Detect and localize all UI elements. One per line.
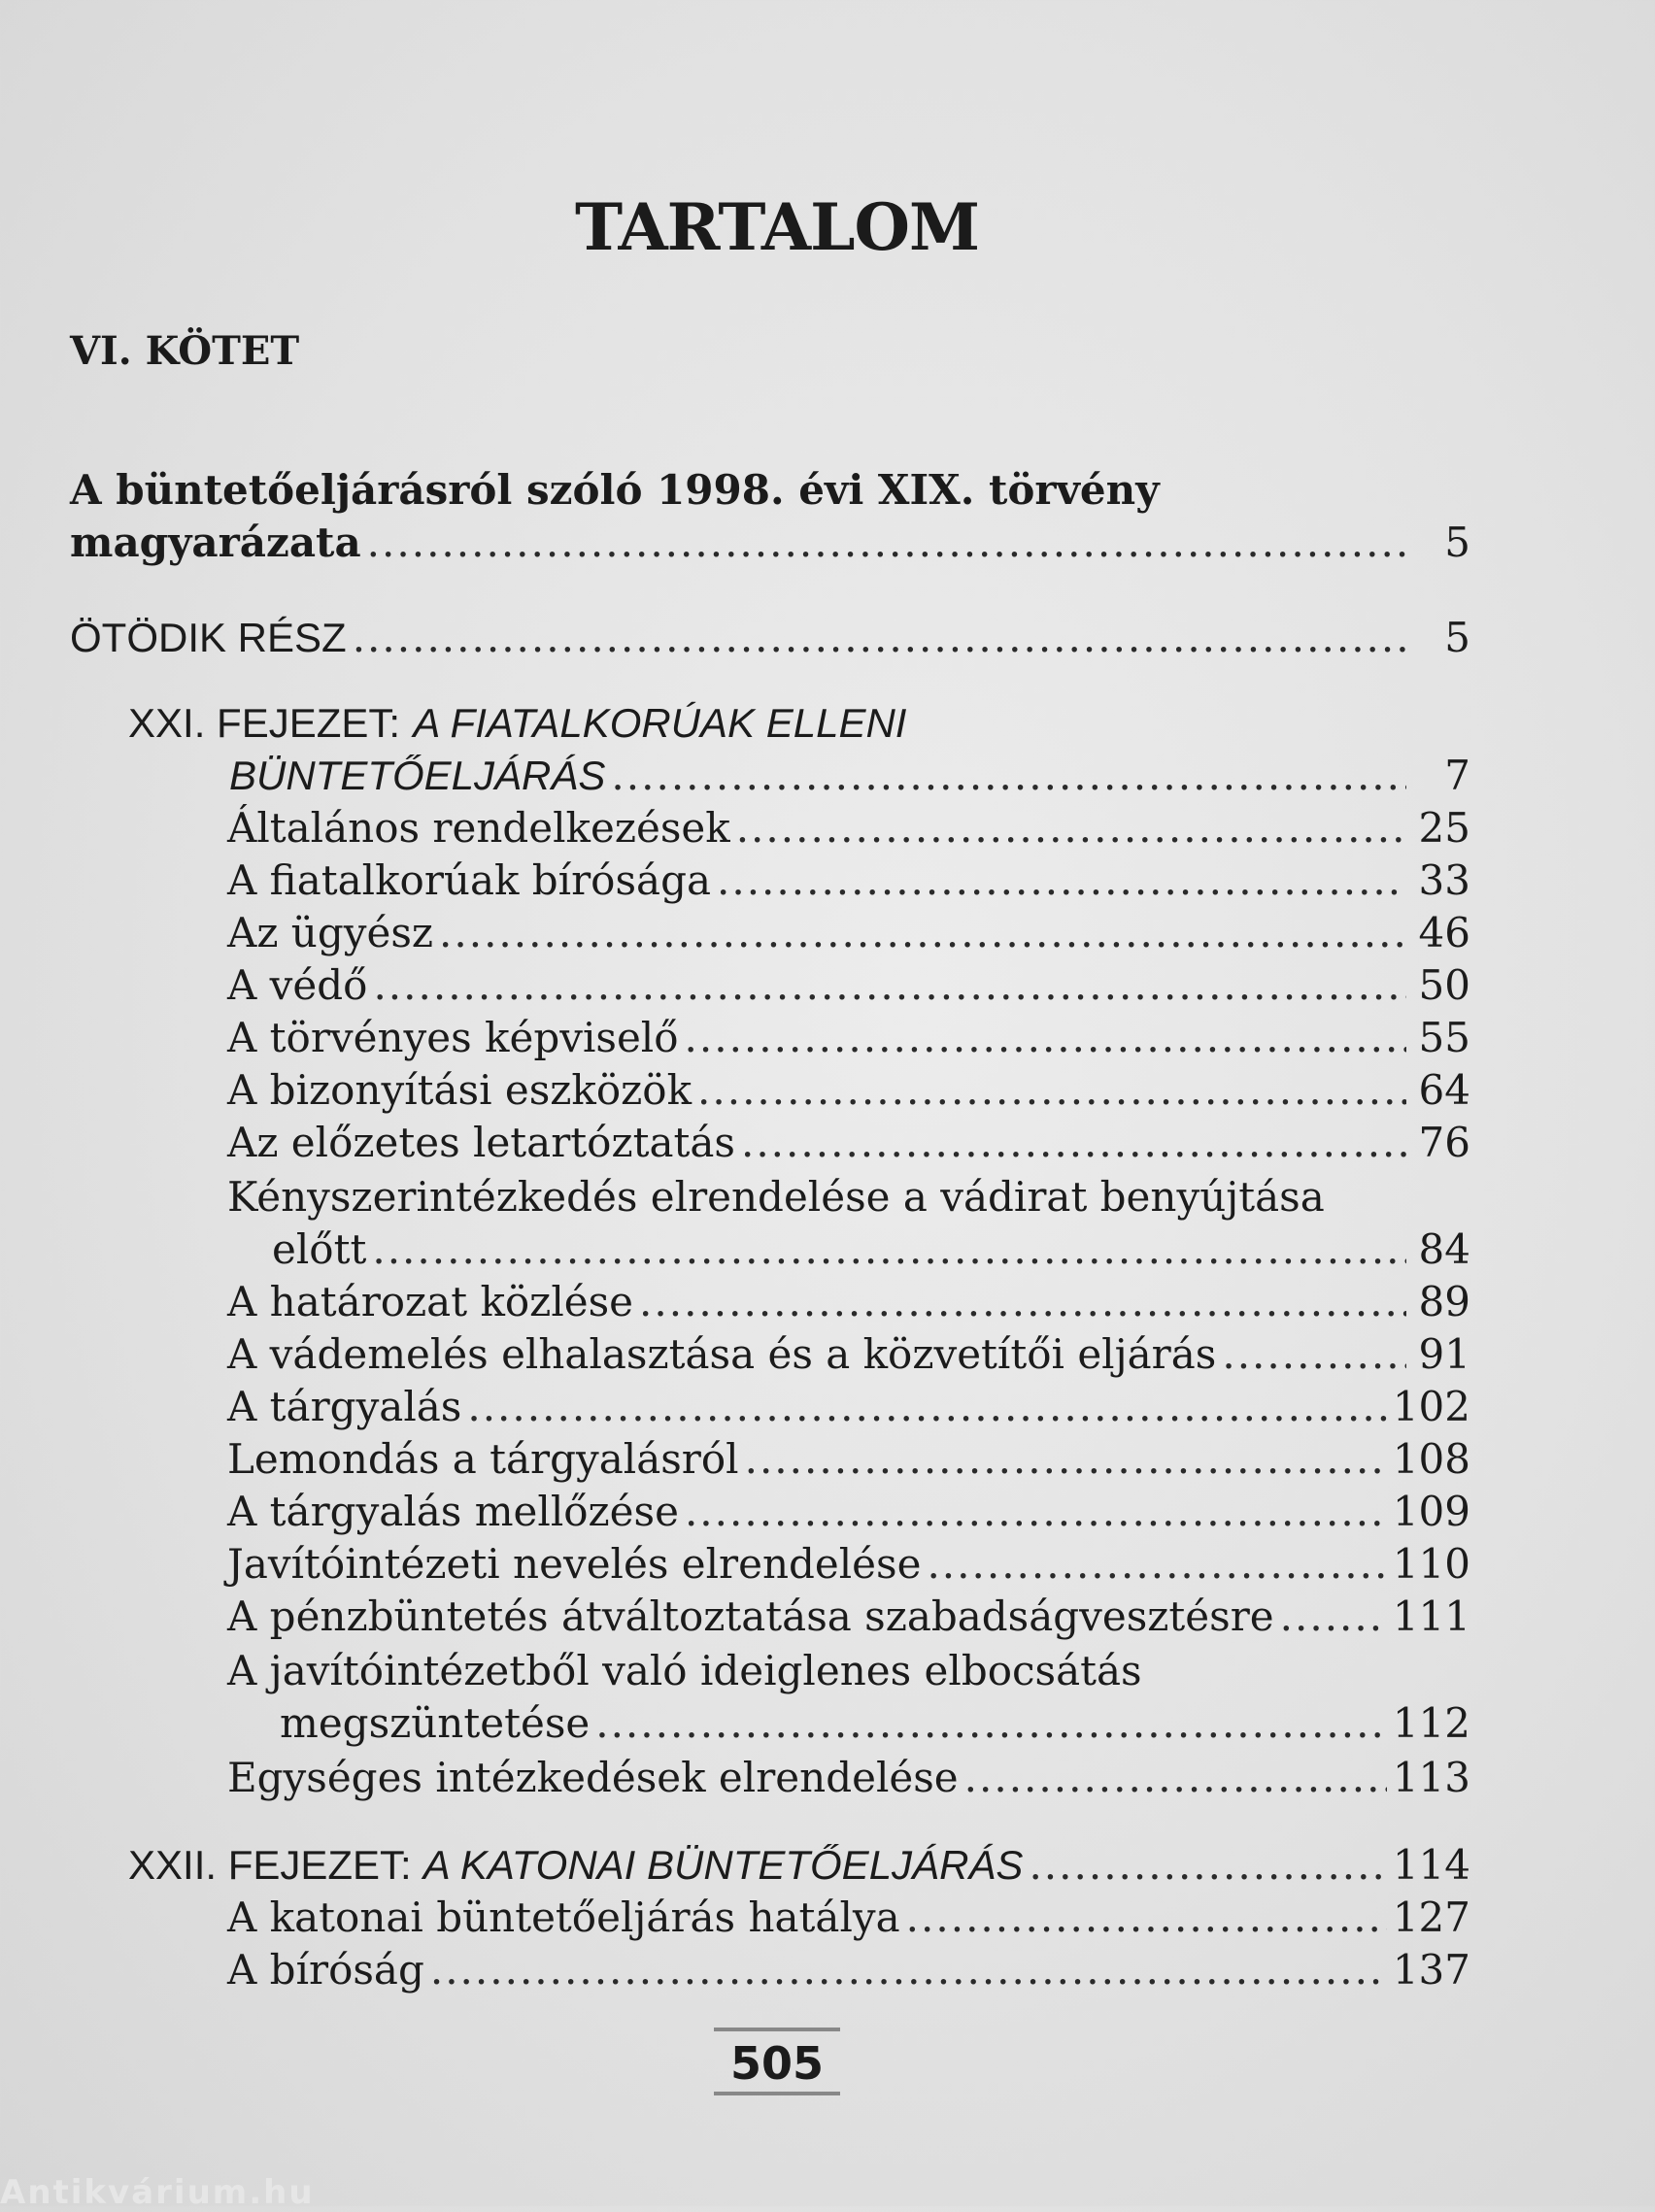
toc-page-number: 46 (1418, 909, 1470, 956)
toc-page-number: 91 (1418, 1330, 1470, 1378)
page-number: 505 (714, 2028, 840, 2095)
dot-leader (964, 1752, 1387, 1804)
toc-entry-label: ÖTÖDIK RÉSZ (70, 615, 347, 660)
toc-entry[interactable] (227, 1433, 1470, 1486)
toc-page-number: 33 (1418, 856, 1470, 904)
chapter-prefix: XXII. FEJEZET: (128, 1842, 412, 1888)
toc-entry-label-line2: megszüntetése (280, 1699, 591, 1747)
dot-leader (439, 907, 1406, 959)
show-through-text (1030, 10, 1040, 50)
toc-entry-label: A tárgyalás (227, 1383, 462, 1430)
dot-leader (927, 1538, 1386, 1591)
toc-entry[interactable] (227, 1892, 1470, 1944)
toc-entry-label: A törvényes képviselő (227, 1014, 679, 1061)
toc-entry-part[interactable] (70, 612, 1470, 664)
toc-entry-label: A határozat közlése (227, 1278, 634, 1325)
toc-entry[interactable] (227, 1381, 1470, 1433)
toc-entry[interactable] (227, 1944, 1470, 1996)
dot-leader (373, 959, 1406, 1012)
dot-leader (745, 1433, 1387, 1486)
toc-entry[interactable] (227, 1012, 1470, 1064)
toc-page-number: 76 (1418, 1119, 1470, 1166)
chapter-title: A KATONAI BÜNTETŐELJÁRÁS (422, 1842, 1024, 1888)
toc-entry[interactable] (227, 1117, 1470, 1169)
toc-entry-label: A katonai büntetőeljárás hatálya (227, 1894, 900, 1941)
toc-entry[interactable] (227, 959, 1470, 1012)
dot-leader (595, 1697, 1387, 1750)
toc-page-number: 84 (1418, 1225, 1470, 1273)
toc-entry[interactable] (227, 1591, 1470, 1643)
dot-leader (906, 1892, 1387, 1944)
toc-entry-label: A fiatalkorúak bírósága (227, 856, 711, 904)
toc-entry[interactable] (227, 1064, 1470, 1117)
toc-page-number: 111 (1392, 1592, 1470, 1640)
dot-leader (741, 1117, 1406, 1169)
toc-page-number: 50 (1418, 961, 1470, 1009)
toc-entry-label: A védő (227, 961, 368, 1009)
toc-entry-chapter-xxii[interactable] (128, 1839, 1470, 1892)
toc-entry[interactable] (227, 855, 1470, 907)
toc-page-number: 7 (1444, 752, 1470, 799)
toc-entry-label-line2: magyarázata (70, 519, 361, 566)
toc-page-number: 114 (1392, 1841, 1470, 1889)
toc-entry[interactable] (227, 802, 1470, 855)
dot-leader (685, 1486, 1387, 1538)
chapter-title-line2: BÜNTETŐELJÁRÁS (229, 753, 606, 798)
toc-entry-label-line1: Kényszerintézkedés elrendelése a vádirat benyújtása (227, 1173, 1325, 1221)
toc-page-number: 102 (1392, 1383, 1470, 1430)
toc-entry[interactable] (227, 1171, 1470, 1276)
dot-leader (639, 1276, 1406, 1328)
toc-page-number: 5 (1444, 519, 1470, 566)
dot-leader (1029, 1839, 1386, 1892)
dot-leader (697, 1064, 1406, 1117)
dot-leader (430, 1944, 1387, 1996)
volume-heading: VI. KÖTET (70, 328, 300, 374)
toc-page-number: 127 (1392, 1894, 1470, 1941)
toc-page-number: 55 (1418, 1014, 1470, 1061)
dot-leader (367, 517, 1406, 569)
dot-leader (1222, 1328, 1406, 1381)
dot-leader (685, 1012, 1406, 1064)
toc-entry-chapter-xxi[interactable] (128, 697, 1470, 802)
dot-leader (353, 612, 1406, 664)
toc-entry-label: A pénzbüntetés átváltoztatása szabadságvesztésre (227, 1592, 1274, 1640)
toc-entry[interactable] (227, 1276, 1470, 1328)
toc-entry-label: Az ügyész (227, 909, 434, 956)
toc-entry-label: Az előzetes letartóztatás (227, 1119, 735, 1166)
toc-entry-label: Javítóintézeti nevelés elrendelése (227, 1540, 922, 1588)
toc-page-number: 25 (1418, 804, 1470, 852)
toc-entry-label: A bizonyítási eszközök (227, 1066, 692, 1114)
toc-page-number: 5 (1444, 614, 1470, 661)
toc-entry-label: Lemondás a tárgyalásról (227, 1435, 739, 1483)
chapter-prefix: XXI. FEJEZET: (128, 700, 401, 746)
toc-entry[interactable] (227, 907, 1470, 959)
dot-leader (372, 1223, 1406, 1276)
toc-page-number: 109 (1392, 1488, 1470, 1535)
toc-page-number: 113 (1392, 1754, 1470, 1801)
toc-page-number: 110 (1392, 1540, 1470, 1588)
toc-entry-label-line1: A javítóintézetből való ideiglenes elbocsátás (227, 1647, 1142, 1694)
toc-page-number: 89 (1418, 1278, 1470, 1325)
dot-leader (1280, 1591, 1387, 1643)
toc-page-number: 64 (1418, 1066, 1470, 1114)
toc-entry[interactable] (227, 1328, 1470, 1381)
toc-entry-label: Általános rendelkezések (227, 804, 730, 852)
toc-entry[interactable] (227, 1752, 1470, 1804)
chapter-title-line1: A FIATALKORÚAK ELLENI (413, 700, 907, 746)
dot-leader (736, 802, 1406, 855)
toc-entry-label-line2: előtt (272, 1225, 367, 1273)
dot-leader (467, 1381, 1386, 1433)
toc-page-number: 108 (1392, 1435, 1470, 1483)
toc-page-number: 112 (1392, 1699, 1470, 1747)
toc-entry-label: A bíróság (227, 1946, 424, 1994)
page-title: TARTALOM (574, 189, 980, 265)
toc-entry[interactable] (227, 1486, 1470, 1538)
toc-entry[interactable] (227, 1645, 1470, 1750)
dot-leader (611, 750, 1406, 802)
toc-entry[interactable] (227, 1538, 1470, 1591)
toc-entry-label: A tárgyalás mellőzése (227, 1488, 679, 1535)
toc-entry-act[interactable] (70, 464, 1470, 569)
watermark: Antikvárium.hu (0, 2173, 315, 2212)
dot-leader (717, 855, 1406, 907)
toc-entry-label: A vádemelés elhalasztása és a közvetítői eljárás (227, 1330, 1217, 1378)
toc-page-number: 137 (1392, 1946, 1470, 1994)
toc-entry-label: Egységes intézkedések elrendelése (227, 1754, 959, 1801)
toc-entry-label-line1: A büntetőeljárásról szóló 1998. évi XIX. törvény (70, 466, 1160, 514)
